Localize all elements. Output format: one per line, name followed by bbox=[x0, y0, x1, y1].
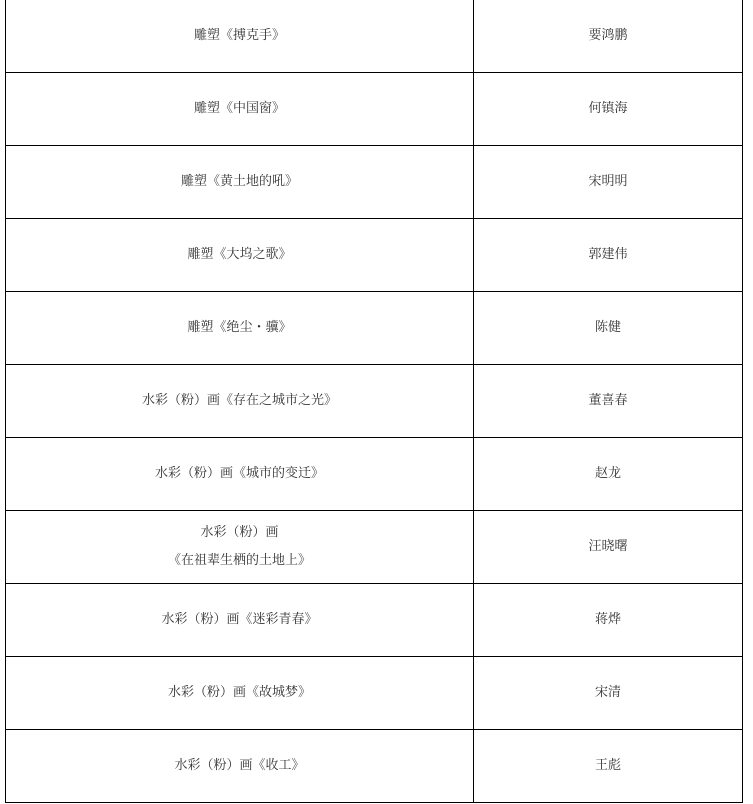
artist-name: 宋清 bbox=[594, 685, 621, 700]
work-title-line-2: 《在祖辈生栖的土地上》 bbox=[167, 553, 311, 568]
work-title-cell bbox=[6, 146, 474, 219]
artist-cell bbox=[474, 73, 743, 146]
artist-name: 要鸿鹏 bbox=[588, 28, 628, 43]
work-title-cell bbox=[6, 292, 474, 365]
table-row bbox=[6, 365, 743, 438]
artist-name: 赵龙 bbox=[594, 466, 621, 481]
work-title: 水彩（粉）画《城市的变迁》 bbox=[154, 466, 324, 481]
table-row bbox=[6, 146, 743, 219]
work-title-cell bbox=[6, 438, 474, 511]
artist-cell bbox=[474, 438, 743, 511]
work-title: 水彩（粉）画《存在之城市之光》 bbox=[141, 393, 337, 408]
artist-cell bbox=[474, 219, 743, 292]
artist-name: 蒋烨 bbox=[594, 612, 621, 627]
work-title-cell bbox=[6, 73, 474, 146]
table-row bbox=[6, 292, 743, 365]
work-title: 雕塑《黄土地的吼》 bbox=[180, 174, 298, 189]
table-row bbox=[6, 730, 743, 803]
work-title-cell bbox=[6, 511, 474, 584]
artist-name: 王彪 bbox=[594, 758, 621, 773]
work-title-line-1: 水彩（粉）画 bbox=[200, 525, 279, 540]
artist-name: 陈健 bbox=[594, 320, 621, 335]
table-row bbox=[6, 657, 743, 730]
table-row bbox=[6, 438, 743, 511]
table-row bbox=[6, 584, 743, 657]
work-title-cell bbox=[6, 730, 474, 803]
artist-cell bbox=[474, 584, 743, 657]
works-table-body bbox=[6, 0, 743, 803]
work-title-cell bbox=[6, 365, 474, 438]
work-title-cell bbox=[6, 584, 474, 657]
artist-cell bbox=[474, 657, 743, 730]
table-row bbox=[6, 511, 743, 584]
work-title: 水彩（粉）画《收工》 bbox=[174, 758, 305, 773]
artist-name: 郭建伟 bbox=[588, 247, 628, 262]
work-title: 雕塑《绝尘・骥》 bbox=[187, 320, 292, 335]
artist-name: 宋明明 bbox=[588, 174, 628, 189]
table-row bbox=[6, 0, 743, 73]
work-title-cell bbox=[6, 219, 474, 292]
artist-cell bbox=[474, 730, 743, 803]
work-title-cell bbox=[6, 657, 474, 730]
work-title: 雕塑《大坞之歌》 bbox=[187, 247, 292, 262]
artist-cell bbox=[474, 146, 743, 219]
work-title: 雕塑《搏克手》 bbox=[193, 28, 285, 43]
artist-cell bbox=[474, 292, 743, 365]
work-title: 雕塑《中国窗》 bbox=[193, 101, 285, 116]
artist-name: 董喜春 bbox=[588, 393, 628, 408]
work-title: 水彩（粉）画《迷彩青春》 bbox=[161, 612, 318, 627]
artist-cell bbox=[474, 511, 743, 584]
works-table bbox=[5, 0, 743, 803]
work-title-cell bbox=[6, 0, 474, 73]
artist-cell bbox=[474, 365, 743, 438]
artist-cell bbox=[474, 0, 743, 73]
artist-name: 何镇海 bbox=[588, 101, 628, 116]
table-row bbox=[6, 219, 743, 292]
work-title: 水彩（粉）画《故城梦》 bbox=[167, 685, 311, 700]
artist-name: 汪晓曙 bbox=[588, 539, 628, 554]
table-row bbox=[6, 73, 743, 146]
